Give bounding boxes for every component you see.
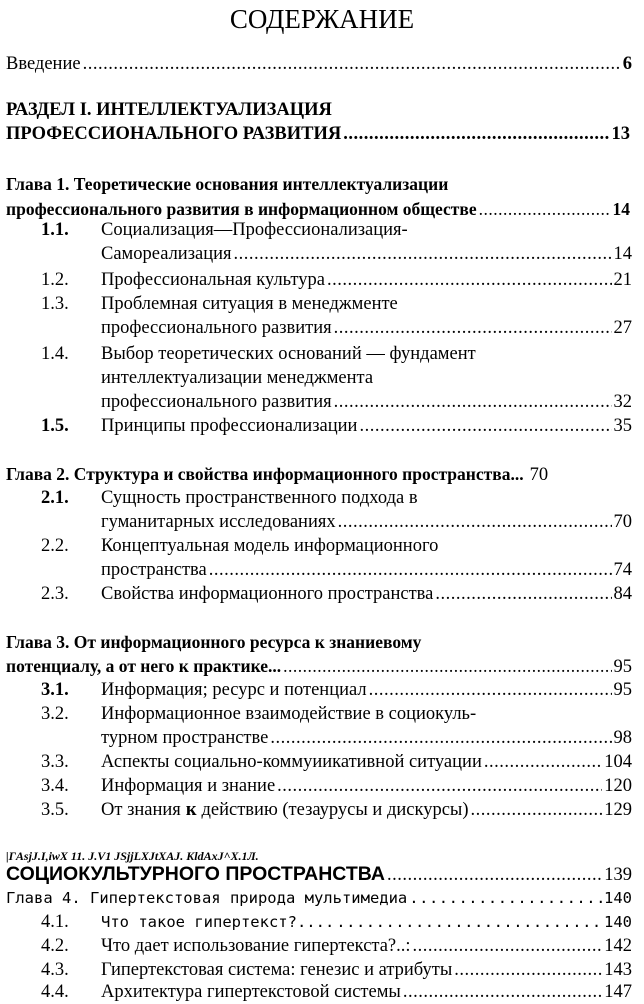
toc-entry-4-1: 4.1. Что такое гипертекст?.... ..... 140 xyxy=(41,912,632,933)
toc-entry-2-3: 2.3. Свойства информационного пространства ..... 84 xyxy=(41,584,632,605)
page-title: СОДЕРЖАНИЕ xyxy=(229,4,415,34)
toc-entry-3-2: 3.2. Информационное взаимодействие в социокуль- xyxy=(41,704,477,724)
toc-entry-1-2: 1.2. Профессиональная культура ..... 21 xyxy=(41,270,632,291)
toc-entry-1-1: 1.1. Социализация—Профессионализация- xyxy=(41,220,408,240)
chapter1-heading-line2: профессионального развития в информационном обществе ..... 14 xyxy=(6,199,630,220)
entry-page: 6 xyxy=(622,54,632,74)
section2-heading-garbled: |ГAsjJ.I,iwX 11. J.V1 JSjjLXJtXAJ. KldAxJ^X.1Л. xyxy=(6,849,259,863)
toc-entry-intro xyxy=(6,54,632,75)
toc-entry-3-5: 3.5. От знания к действию (тезаурусы и дискурсы) ..... 129 xyxy=(41,800,632,821)
toc-entry-3-3: 3.3. Аспекты социально-коммуиикативной ситуации ..... 104 xyxy=(41,752,632,773)
chapter3-heading-line2: потенциалу, а от него к практике... ..... 95 xyxy=(6,656,632,678)
toc-entry-2-2: 2.2. Концептуальная модель информационного xyxy=(41,536,439,556)
toc-entry-2-1: 2.1. Сущность пространственного подхода в xyxy=(41,488,418,508)
toc-entry-1-4: 1.4. Выбор теоретических оснований — фундамент xyxy=(41,344,476,364)
toc-page: СОДЕРЖАНИЕ Введение ..... 6 РАЗДЕЛ I. ИНТЕЛЛЕКТУАЛИЗАЦИЯ ПРОФЕССИОНАЛЬНОГО РАЗВИТИЯ ..... 13 Глава 1. Теоретические основания интеллектуализации профессионального развития в информационном обществе ..... 14 1.1. Социализация—Профессионализация- Самореализация ..... 14 1.2. Профессиональная культура ..... 21 1.3. Проблемная ситуация в менеджменте профессионального развития ..... 27 1.4. Выбор теоретических оснований — фундамент интеллектуализации менеджмента профессионального развития ..... 32 1.5. Принципы профессионализации ..... 35 Глава 2. Структура и свойства информационного пространства... 70 2.1. Сущность пространственного подхода в гуманитарных исследованиях ..... 70 2.2. Концептуальная модель информационного пространства ..... 74 2.3. Свойства информационного пространства ..... 84 Глава 3. От информационного ресурса к знаниевому потенциалу, а от него к практике... ..... 95 3.1. Информация; ресурс и потенциал ..... 95 3.2. Информационное взаимодействие в социокуль- турном пространстве ..... 98 3.3. Аспекты социально-коммуиикативной ситуации ..... 104 3.4. Информация и знание ..... 120 3.5. От знания к действию (тезаурусы и дискурсы) ..... 129 |ГAsjJ.I,iwX 11. J.V1 JSjjLXJtXAJ. KldAxJ^X.1Л. СОЦИОКУЛЬТУРНОГО ПРОСТРАНСТВА ..... 139 Глава 4. Гипертекстовая природа мультимедиа ..... 140 4.1. Что такое гипертекст?.... ..... 140 4.2. Что дает использование гипертекста?..: ..... 142 4.3. Гипертекстовая система: генезис и атрибуты ..... 143 4.4. Архитектура гипертекстовой системы ..... 147 xyxy=(0,0,644,1004)
section1-heading: РАЗДЕЛ I. ИНТЕЛЛЕКТУАЛИЗАЦИЯ xyxy=(6,100,332,120)
toc-entry-3-1: 3.1. Информация; ресурс и потенциал ..... 95 xyxy=(41,680,632,701)
entry-text: Введение xyxy=(6,54,81,74)
section2-heading: СОЦИОКУЛЬТУРНОГО ПРОСТРАНСТВА ..... 139 xyxy=(6,864,632,886)
toc-entry-4-4: 4.4. Архитектура гипертекстовой системы ..... 147 xyxy=(41,982,632,1003)
chapter2-heading: Глава 2. Структура и свойства информационного пространства... 70 xyxy=(6,464,549,485)
chapter1-heading: Глава 1. Теоретические основания интеллектуализации xyxy=(6,174,449,194)
toc-entry-3-4: 3.4. Информация и знание ..... 120 xyxy=(41,776,632,797)
chapter4-heading: Глава 4. Гипертекстовая природа мультимедиа ..... 140 xyxy=(6,888,632,909)
toc-entry-1-5: 1.5. Принципы профессионализации ..... 35 xyxy=(41,416,632,437)
chapter3-heading: Глава 3. От информационного ресурса к знаниевому xyxy=(6,632,422,652)
toc-entry-4-3: 4.3. Гипертекстовая система: генезис и атрибуты ..... 143 xyxy=(41,960,632,981)
toc-entry-1-3: 1.3. Проблемная ситуация в менеджменте xyxy=(41,294,398,314)
section1-heading-line2: ПРОФЕССИОНАЛЬНОГО РАЗВИТИЯ ..... 13 xyxy=(6,124,630,145)
toc-entry-4-2: 4.2. Что дает использование гипертекста?..: ..... 142 xyxy=(41,936,632,957)
